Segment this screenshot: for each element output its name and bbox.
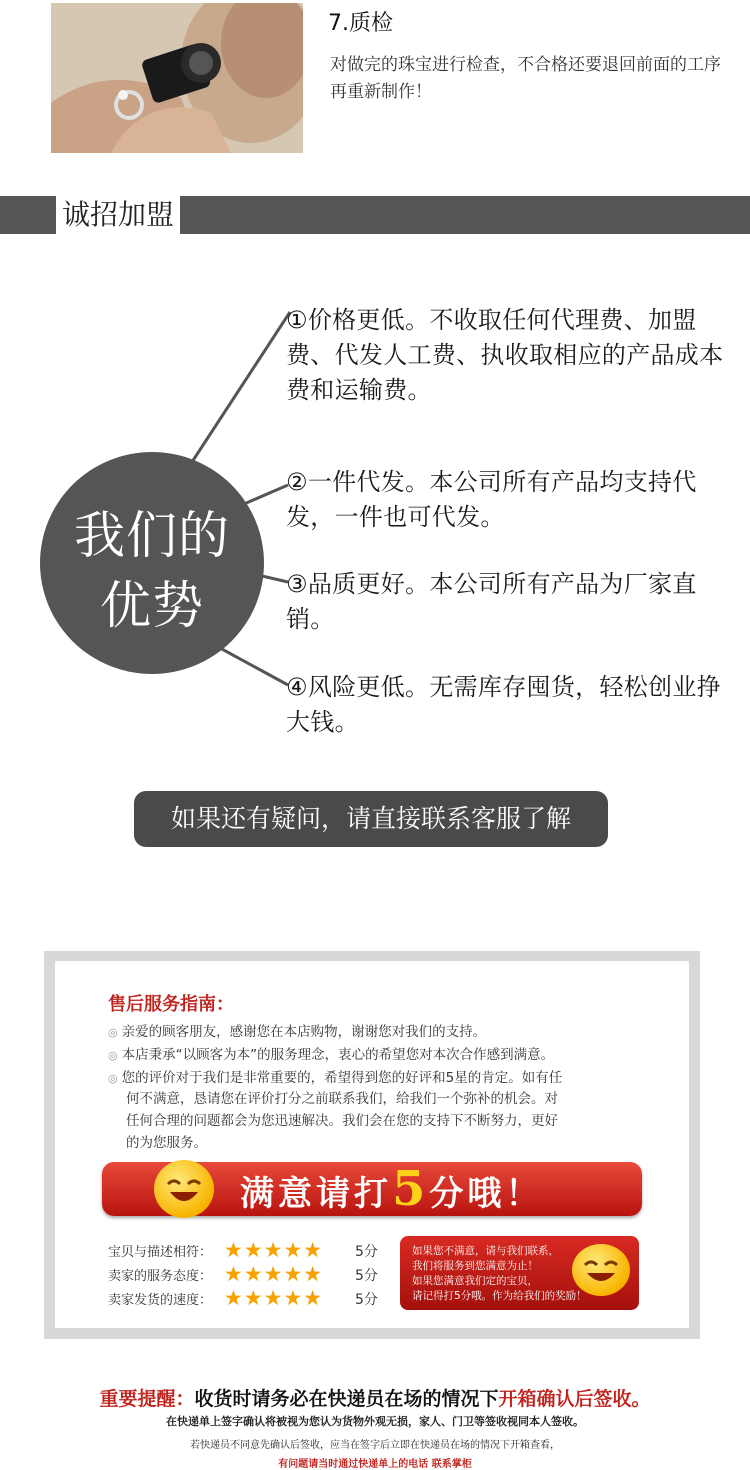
guide-list-item: ◎ 本店秉承“以顾客为本”的服务理念，衷心的希望您对本次合作感到满意。 [108,1047,555,1063]
delivery-reminder-line4: 有问题请当时通过快递单上的电话 联系掌柜 [278,1459,472,1470]
rating-score: 5分 [355,1268,378,1284]
delivery-reminder-headline: 重要提醒：收货时请务必在快递员在场的情况下开箱确认后签收。 [99,1388,651,1410]
rating-label-description: 宝贝与描述相符： [108,1245,213,1260]
guide-list-item-continued: 何不满意，恳请您在评价打分之前联系我们，给我们一个弥补的机会。对 [126,1091,558,1107]
advantage-item-quality: ③品质更好。本公司所有产品为厂家直销。 [286,570,697,633]
five-star-request-text: 满意请打5分哦！ [240,1161,544,1217]
advantages-circle-line2: 优势 [99,577,204,636]
quality-check-description: 对做完的珠宝进行检查，不合格还要退回前面的工序再重新制作！ [330,55,721,102]
rating-score: 5分 [355,1244,378,1260]
note-line: 请记得打5分哦。作为给我们的奖励！ [412,1290,587,1302]
guide-list-item: ◎ 您的评价对于我们是非常重要的，希望得到您的好评和5星的肯定。如有任 [108,1070,563,1086]
five-number: 5 [392,1161,430,1217]
bullet-icon: ◎ [108,1026,118,1039]
note-line: 如果您满意我们定的宝贝， [412,1275,538,1287]
rating-stars-icon: ★★★★★ [224,1238,324,1262]
guide-list-item: ◎ 亲爱的顾客朋友，感谢您在本店购物，谢谢您对我们的支持。 [108,1024,487,1040]
rating-stars-icon: ★★★★★ [224,1286,324,1310]
delivery-reminder-line3: 若快递员不同意先确认后签收，应当在签字后立即在快递员在场的情况下开箱查看， [190,1440,560,1451]
guide-list-item-continued: 的为您服务。 [126,1135,207,1151]
contact-customer-service-button[interactable]: 如果还有疑问，请直接联系客服了解 [134,791,608,847]
jeweler-inspecting-ring-image [51,3,303,153]
after-sales-guide-title: 售后服务指南： [108,994,234,1015]
bullet-icon: ◎ [108,1072,118,1085]
rating-label-service: 卖家的服务态度： [108,1269,213,1284]
rating-label-shipping: 卖家发货的速度： [108,1293,213,1308]
note-line: 我们将服务到您满意为止！ [412,1260,538,1272]
laughing-smiley-icon [154,1160,214,1218]
guide-list-item-continued: 任何合理的问题都会为您迅速解决。我们会在您的支持下不断努力，更好 [126,1113,558,1129]
quality-check-photo [51,3,303,153]
advantage-item-risk: ④风险更低。无需库存囤货，轻松创业挣大钱。 [286,673,721,736]
quality-check-title: 7.质检 [328,11,393,36]
note-line: 如果您不满意，请与我们联系， [412,1245,559,1257]
delivery-reminder-line2: 在快递单上签字确认将被视为您认为货物外观无损，家人、门卫等签收视同本人签收。 [166,1415,584,1428]
advantage-item-dropship: ②一件代发。本公司所有产品均支持代发，一件也可代发。 [286,468,697,531]
bullet-icon: ◎ [108,1049,118,1062]
rating-stars-icon: ★★★★★ [224,1262,324,1286]
advantage-item-price: ①价格更低。不收取任何代理费、加盟费、代发人工费、执收取相应的产品成本费和运输费。 [286,306,724,404]
section-banner-title: 诚招加盟 [56,195,180,235]
advantages-circle-line1: 我们的 [73,507,230,566]
rating-score: 5分 [355,1292,378,1308]
laughing-smiley-icon [572,1244,630,1296]
advantages-circle-label [40,502,264,642]
